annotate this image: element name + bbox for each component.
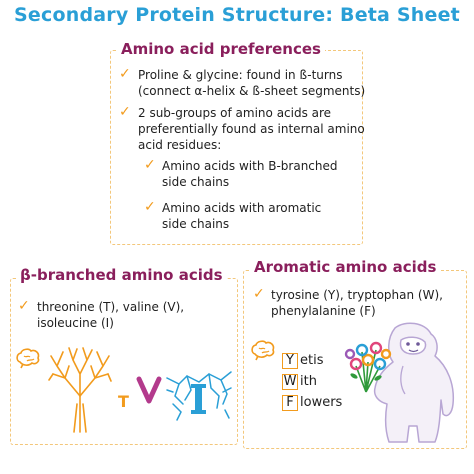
mnemonic-word-rest: etis bbox=[300, 353, 324, 368]
tree-icon bbox=[47, 344, 113, 434]
mnemonic-letter-box: Y bbox=[282, 353, 298, 369]
aromatic-line: phenylalanine (F) bbox=[271, 304, 376, 318]
preference-item-line: 2 sub-groups of amino acids are bbox=[138, 106, 332, 120]
flower-bouquet-icon bbox=[342, 338, 394, 394]
mnemonic-word-rest: ith bbox=[300, 374, 317, 389]
brain-icon bbox=[15, 348, 41, 368]
preference-item-line: acid residues: bbox=[138, 138, 222, 152]
amino-preferences-title: Amino acid preferences bbox=[117, 40, 325, 58]
checkmark-icon: ✓ bbox=[119, 66, 131, 82]
subitem-line: side chains bbox=[162, 175, 230, 189]
checkmark-icon: ✓ bbox=[119, 104, 131, 120]
preference-item-line: Proline & glycine: found in ß-turns bbox=[138, 68, 343, 82]
aromatic-title: Aromatic amino acids bbox=[250, 258, 440, 276]
checkmark-icon: ✓ bbox=[253, 286, 265, 302]
subitem-line: Amino acids with aromatic bbox=[162, 201, 322, 215]
beta-branched-line: threonine (T), valine (V), bbox=[37, 300, 185, 314]
checkmark-icon: ✓ bbox=[18, 298, 30, 314]
preference-item-line: preferentially found as internal amino bbox=[138, 122, 365, 136]
mnemonic-letter-box: F bbox=[282, 395, 298, 411]
subitem-line: Amino acids with B-branched bbox=[162, 159, 338, 173]
page-title: Secondary Protein Structure: Beta Sheet bbox=[14, 4, 460, 26]
subitem-line: side chains bbox=[162, 217, 230, 231]
letter-v bbox=[137, 377, 161, 403]
beta-branched-line: isoleucine (I) bbox=[37, 316, 114, 330]
beta-branched-title: β-branched amino acids bbox=[16, 266, 227, 284]
lightning-icon bbox=[165, 368, 233, 424]
mnemonic-letter-box: W bbox=[283, 374, 297, 389]
checkmark-icon: ✓ bbox=[144, 157, 156, 173]
preference-item-line: (connect α-helix & ß-sheet segments) bbox=[138, 84, 366, 98]
letter-t: T bbox=[118, 392, 129, 411]
mnemonic-word-rest: lowers bbox=[300, 395, 343, 410]
brain-icon bbox=[250, 340, 276, 360]
checkmark-icon: ✓ bbox=[144, 199, 156, 215]
aromatic-line: tyrosine (Y), tryptophan (W), bbox=[271, 288, 443, 302]
